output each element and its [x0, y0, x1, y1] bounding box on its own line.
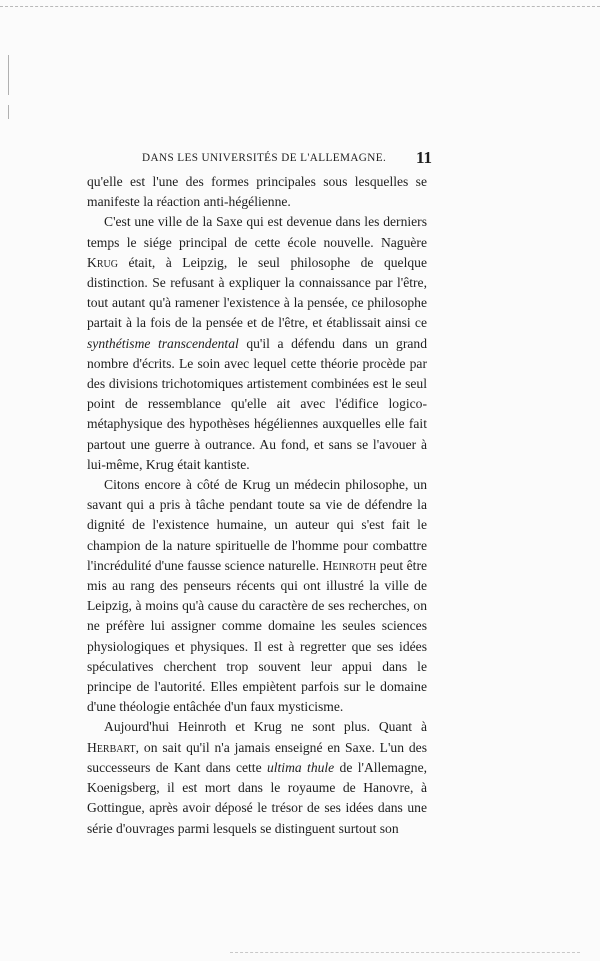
- person-name-herbart: Herbart: [87, 739, 136, 755]
- scan-margin-mark: [8, 105, 9, 119]
- paragraph-text: peut être mis au rang des penseurs récents qui ont illustré la ville de Leipzig, à moins qu'à cause du caractère de ses recherches, on ne préfère lui assigner comme domaine les seules sciences physiologiques et physiques. Il est à regretter que ses idées spéculatives cherchent trop souvent leur appui dans le principe de l'autorité. Elles empiètent parfois sur le domaine d'une théologie entâchée d'un faux mysticisme.: [87, 557, 428, 715]
- person-name-heinroth: Heinroth: [322, 557, 377, 573]
- paragraph-text: , on sait qu'il n'a jamais enseigné en Saxe. L'un des successeurs de Kant dans cette: [87, 739, 427, 775]
- scan-bottom-edge: [230, 952, 580, 953]
- paragraph-4: [87, 717, 427, 838]
- running-title: DANS LES UNIVERSITÉS DE L'ALLEMAGNE.: [142, 152, 387, 164]
- italic-term: ultima thule: [266, 759, 335, 775]
- paragraph-2: [87, 212, 427, 475]
- paragraph-text: Citons encore à côté de Krug un médecin philosophe, un savant qui a pris à tâche pendant toute sa vie de défendre la dignité de l'existence humaine, un auteur qui s'est fait le champion de la nature spirituelle de l'homme pour combattre l'incrédulité d'une fausse science naturelle.: [87, 477, 427, 573]
- paragraph-text: qu'elle est l'une des formes principales sous lesquelles se manifeste la réaction anti-hégélienne.: [87, 174, 427, 210]
- paragraph-text: C'est une ville de la Saxe qui est devenue dans les derniers temps le siége principal de cette école nouvelle. Naguère: [87, 214, 427, 250]
- scan-margin-mark: [8, 55, 9, 95]
- paragraph-1: [87, 172, 427, 212]
- running-head: [142, 150, 432, 170]
- paragraph-3: [87, 475, 427, 717]
- italic-term: synthétisme transcendental: [87, 335, 239, 351]
- person-name-krug: Krug: [87, 254, 118, 270]
- paragraph-text: était, à Leipzig, le seul philosophe de quelque distinction. Se refusant à expliquer la connaissance par l'être, tout autant qu'à ramener l'existence à la pensée, ce philosophe partait à la fois de la pensée et de l'être, et établissait ainsi ce: [87, 254, 427, 331]
- scan-top-edge: [0, 6, 600, 7]
- paragraph-text: de l'Allemagne, Koenigsberg, il est mort dans le royaume de Hanovre, à Gottingue, après avoir déposé le trésor de ses idées dans une série d'ouvrages parmi lesquels se distinguent surtout son: [87, 759, 427, 836]
- paragraph-text: qu'il a défendu dans un grand nombre d'écrits. Le soin avec lequel cette théorie procède par des divisions trichotomiques artistement combinées est le seul point de ressemblance qu'elle ait avec l'édifice logico-métaphysique des hypothèses hégéliennes auxquelles elle fait partout une guerre à outrance. Au fond, et sans se l'avouer à lui-même, Krug était kantiste.: [87, 335, 427, 472]
- paragraph-text: Aujourd'hui Heinroth et Krug ne sont plus. Quant à: [104, 719, 427, 735]
- body-text: [87, 172, 427, 839]
- page-number: 11: [415, 148, 432, 167]
